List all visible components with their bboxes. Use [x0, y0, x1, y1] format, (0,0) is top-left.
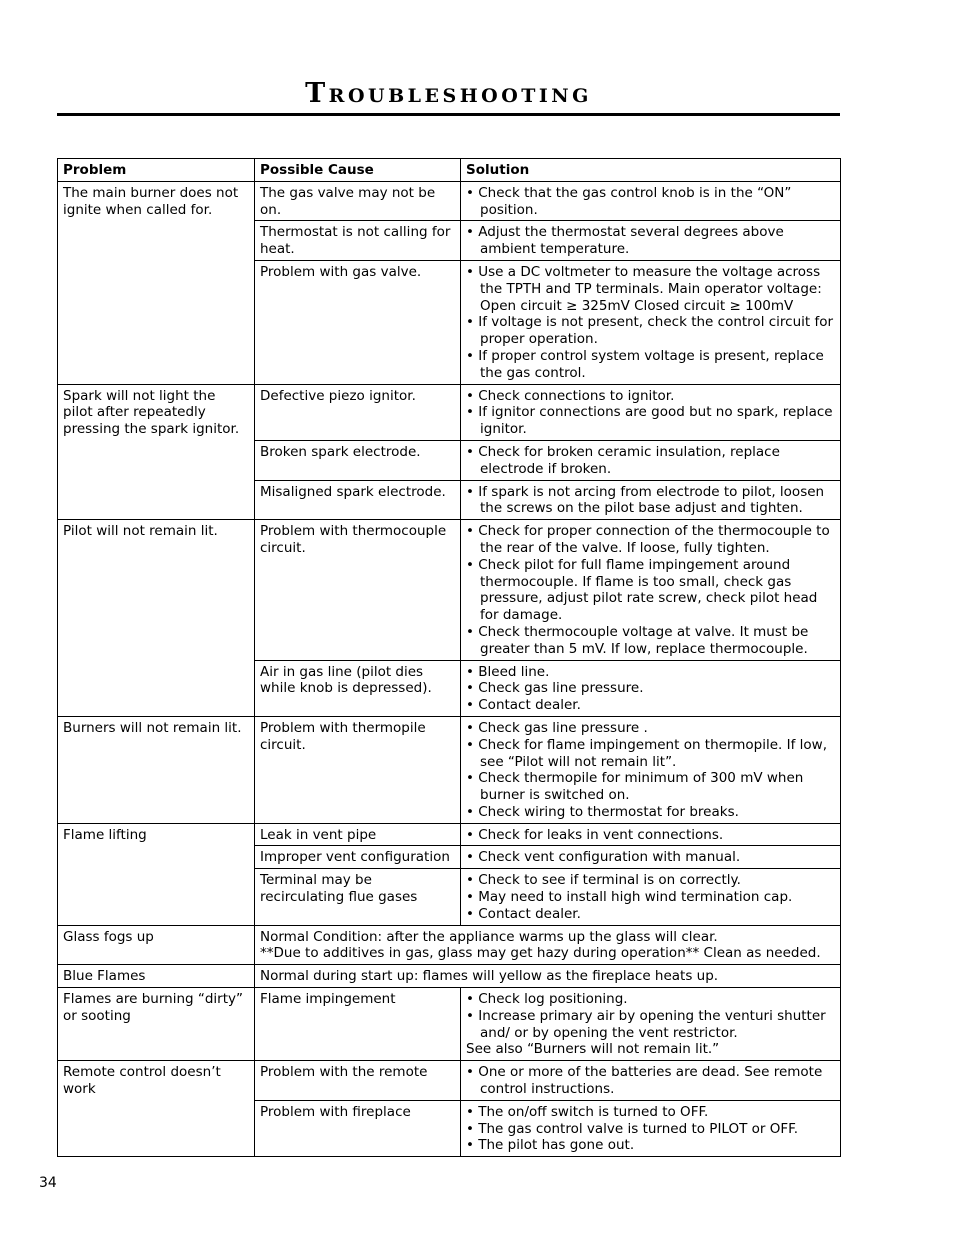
page-number: 34	[39, 1175, 57, 1191]
solution-cell	[461, 716, 841, 823]
solution-line: • Contact dealer.	[466, 697, 581, 714]
solution-cell	[461, 660, 841, 716]
solution-line: • Check for broken ceramic insulation, replace electrode if broken.	[466, 443, 780, 477]
cause-cell: Leak in vent pipe	[255, 823, 461, 846]
title-rule	[57, 113, 840, 116]
solution-line: • If proper control system voltage is present, replace the gas control.	[466, 347, 824, 381]
solution-line: • Increase primary air by opening the venturi shutter and/ or by opening the vent restrictor.	[466, 1007, 826, 1041]
solution-cell	[461, 1100, 841, 1156]
solution-line: • One or more of the batteries are dead. See remote control instructions.	[466, 1064, 823, 1098]
solution-cell	[461, 221, 841, 261]
solution-cell	[461, 520, 841, 660]
header-row	[58, 159, 841, 182]
solution-cell	[461, 869, 841, 925]
cause-cell: Air in gas line (pilot dies while knob is depressed).	[255, 660, 461, 716]
solution-cell	[461, 823, 841, 846]
solution-line: • If voltage is not present, check the control circuit for proper operation.	[466, 314, 834, 348]
table-row	[58, 823, 841, 846]
table-row	[58, 716, 841, 823]
solution-line: • Check that the gas control knob is in the “ON” position.	[466, 184, 792, 218]
problem-cell: The main burner does not ignite when called for.	[58, 181, 255, 384]
solution-line: See also “Burners will not remain lit.”	[466, 1041, 720, 1058]
problem-cell: Flame lifting	[58, 823, 255, 925]
cause-cell: Problem with thermocouple circuit.	[255, 520, 461, 660]
problem-cell: Burners will not remain lit.	[58, 716, 255, 823]
cause-cell: Broken spark electrode.	[255, 440, 461, 480]
cause-cell: Problem with thermopile circuit.	[255, 716, 461, 823]
solution-cell	[461, 440, 841, 480]
table-row	[58, 988, 841, 1061]
header-solution: Solution	[461, 159, 841, 182]
solution-cell	[461, 988, 841, 1061]
span-cell	[255, 965, 841, 988]
problem-cell: Pilot will not remain lit.	[58, 520, 255, 717]
problem-cell: Blue Flames	[58, 965, 255, 988]
cause-cell: Thermostat is not calling for heat.	[255, 221, 461, 261]
cause-cell: Defective piezo ignitor.	[255, 384, 461, 440]
solution-line: • Contact dealer.	[466, 905, 581, 922]
table-body	[58, 181, 841, 1156]
troubleshooting-table	[57, 158, 841, 1157]
solution-line: • The on/off switch is turned to OFF.	[466, 1103, 709, 1120]
problem-cell: Spark will not light the pilot after repeatedly pressing the spark ignitor.	[58, 384, 255, 520]
solution-line: • Adjust the thermostat several degrees above ambient temperature.	[466, 224, 784, 258]
table-row	[58, 181, 841, 221]
header-problem: Problem	[58, 159, 255, 182]
span-line: Normal Condition: after the appliance warms up the glass will clear.	[260, 928, 718, 945]
cause-cell: Improper vent configuration	[255, 846, 461, 869]
table-row	[58, 384, 841, 440]
cause-cell: Problem with fireplace	[255, 1100, 461, 1156]
cause-cell: Flame impingement	[255, 988, 461, 1061]
solution-line: • Check log positioning.	[466, 991, 628, 1008]
solution-cell	[461, 1061, 841, 1101]
solution-line: • Check thermocouple voltage at valve. It must be greater than 5 mV. If low, replace thermocouple.	[466, 623, 809, 657]
solution-line: • Check gas line pressure.	[466, 680, 644, 697]
solution-line: • If ignitor connections are good but no spark, replace ignitor.	[466, 404, 833, 438]
cause-cell: The gas valve may not be on.	[255, 181, 461, 221]
solution-line: • Check for leaks in vent connections.	[466, 826, 724, 843]
span-cell	[255, 925, 841, 965]
table-row	[58, 520, 841, 660]
solution-line: • The gas control valve is turned to PILOT or OFF.	[466, 1120, 799, 1137]
solution-cell	[461, 384, 841, 440]
table-row	[58, 1061, 841, 1101]
cause-cell: Terminal may be recirculating flue gases	[255, 869, 461, 925]
cause-cell: Problem with the remote	[255, 1061, 461, 1101]
solution-line: • Check to see if terminal is on correctly.	[466, 872, 741, 889]
solution-line: • Check for flame impingement on thermopile. If low, see “Pilot will not remain lit”.	[466, 736, 828, 770]
solution-cell	[461, 181, 841, 221]
table-row	[58, 965, 841, 988]
cause-cell: Misaligned spark electrode.	[255, 480, 461, 520]
cause-cell: Problem with gas valve.	[255, 260, 461, 384]
solution-line: • Check thermopile for minimum of 300 mV when burner is switched on.	[466, 770, 804, 804]
solution-line: • Check for proper connection of the thermocouple to the rear of the valve. If loose, fully tighten.	[466, 523, 830, 556]
solution-line: • Check vent configuration with manual.	[466, 849, 741, 866]
solution-line: • Check connections to ignitor.	[466, 387, 675, 404]
solution-line: • Check wiring to thermostat for breaks.	[466, 803, 739, 820]
solution-line: • Use a DC voltmeter to measure the voltage across the TPTH and TP terminals. Main operator voltage: Open circuit ≥ 325mV Closed circuit ≥ 100mV	[466, 263, 822, 314]
solution-line: • Check pilot for full flame impingement around thermocouple. If flame is too small, check gas pressure, adjust pilot rate screw, check pilot head for damage.	[466, 556, 818, 624]
page-title: Troubleshooting	[305, 78, 592, 109]
solution-cell	[461, 846, 841, 869]
solution-line: • Bleed line.	[466, 663, 550, 680]
header-cause: Possible Cause	[255, 159, 461, 182]
problem-cell: Glass fogs up	[58, 925, 255, 965]
problem-cell: Flames are burning “dirty” or sooting	[58, 988, 255, 1061]
table-row	[58, 925, 841, 965]
span-line: Normal during start up: flames will yellow as the fireplace heats up.	[260, 968, 719, 985]
solution-line: • If spark is not arcing from electrode to pilot, loosen the screws on the pilot base adjust and tighten.	[466, 483, 825, 517]
problem-cell: Remote control doesn’t work	[58, 1061, 255, 1157]
solution-cell	[461, 260, 841, 384]
solution-line: • May need to install high wind termination cap.	[466, 889, 793, 906]
solution-cell	[461, 480, 841, 520]
solution-line: • Check gas line pressure .	[466, 719, 648, 736]
span-line: **Due to additives in gas, glass may get hazy during operation** Clean as needed.	[260, 945, 821, 962]
solution-line: • The pilot has gone out.	[466, 1137, 635, 1154]
